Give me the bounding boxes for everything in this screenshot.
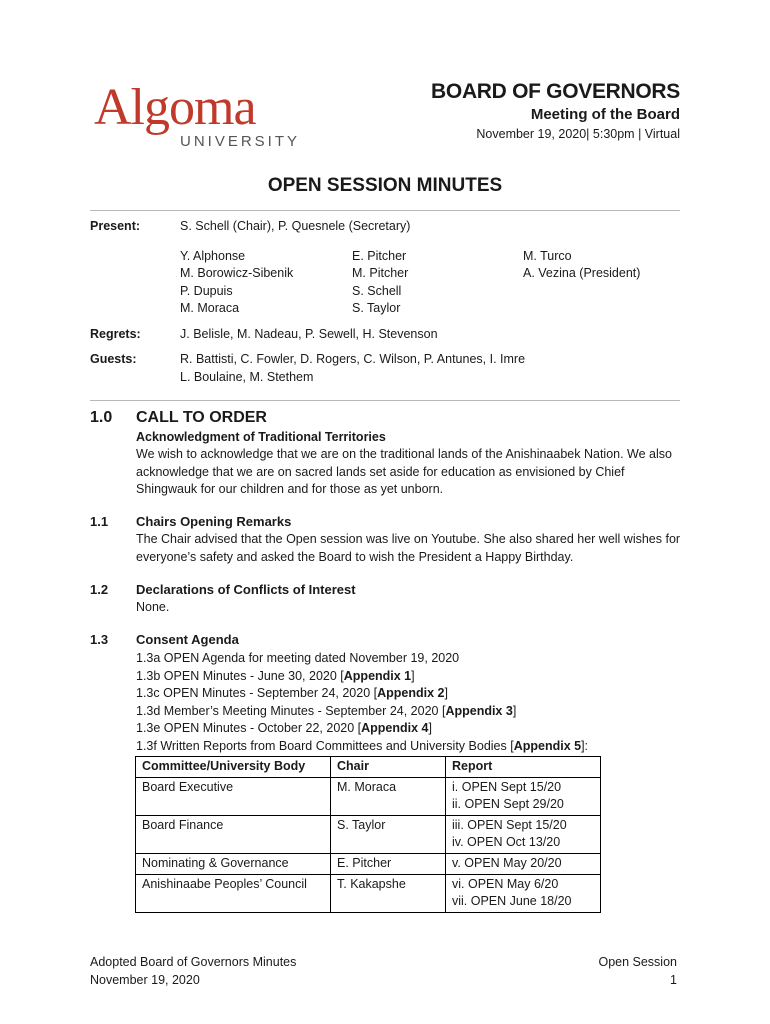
agenda-item: 1.3d Member’s Meeting Minutes - September 24, 2020 [Appendix 3] [136, 703, 517, 718]
footer-right [598, 953, 677, 989]
section-subtitle: Acknowledgment of Traditional Territories [136, 430, 386, 444]
regrets-label: Regrets: [90, 327, 141, 341]
reports-table [135, 756, 601, 913]
agenda-item: 1.3e OPEN Minutes - October 22, 2020 [Appendix 4] [136, 721, 432, 736]
present-line: S. Schell (Chair), P. Quesnele (Secretary) [180, 219, 411, 233]
section-number: 1.3 [90, 632, 109, 647]
present-name: S. Taylor [352, 301, 401, 316]
present-name: M. Moraca [180, 301, 240, 316]
table-cell-chair: S. Taylor [331, 815, 446, 853]
section-title: CALL TO ORDER [136, 409, 267, 426]
appendix-link: Appendix 3 [445, 703, 513, 718]
table-cell-body: Board Executive [136, 777, 331, 815]
section-title: Consent Agenda [136, 632, 239, 647]
guests-line-1: R. Battisti, C. Fowler, D. Rogers, C. Wilson, P. Antunes, I. Imre [180, 352, 526, 366]
table-cell-body: Board Finance [136, 815, 331, 853]
table-row [136, 874, 601, 912]
section-number: 1.1 [90, 514, 109, 529]
page-title: OPEN SESSION MINUTES [267, 175, 503, 196]
section-title: Declarations of Conflicts of Interest [136, 582, 356, 597]
present-label: Present: [90, 219, 141, 233]
section-title: Chairs Opening Remarks [136, 514, 292, 529]
present-column-1 [180, 248, 293, 318]
footer-session: Open Session [598, 955, 677, 969]
agenda-item: 1.3b OPEN Minutes - June 30, 2020 [Appendix 1] [136, 668, 415, 683]
table-cell-chair: M. Moraca [331, 777, 446, 815]
algoma-logo-university: UNIVERSITY [180, 133, 301, 150]
header-meeting-date: November 19, 2020| 5:30pm | Virtual [476, 127, 680, 141]
section-text: We wish to acknowledge that we are on the traditional lands of the Anishinaabek Nation. We also acknowledge that we are on sacred lands set aside for education as envisioned by Chief Shingwauk for our children and for those as yet unborn. [136, 447, 672, 497]
present-name: Y. Alphonse [180, 249, 246, 263]
table-row [136, 815, 601, 853]
table-cell-report: i. OPEN Sept 15/20 ii. OPEN Sept 29/20 [446, 777, 601, 815]
section-text: The Chair advised that the Open session was live on Youtube. She also shared her well wishes for everyone’s safety and asked the Board to wish the President a Happy Birthday. [136, 532, 681, 564]
table-cell-body: Nominating & Governance [136, 853, 331, 874]
consent-agenda-list [136, 650, 686, 756]
appendix-link: Appendix 2 [377, 686, 445, 701]
present-name: S. Schell [352, 283, 402, 298]
table-row [136, 853, 601, 874]
present-name: E. Pitcher [352, 249, 407, 263]
footer-document-name: Adopted Board of Governors Minutes [90, 955, 297, 969]
present-name: M. Borowicz-Sibenik [180, 266, 294, 281]
present-name: P. Dupuis [180, 283, 233, 298]
table-cell-report: vi. OPEN May 6/20 vii. OPEN June 18/20 [446, 874, 601, 912]
table-cell-report: iii. OPEN Sept 15/20 iv. OPEN Oct 13/20 [446, 815, 601, 853]
agenda-item: 1.3a OPEN Agenda for meeting dated November 19, 2020 [136, 651, 460, 665]
table-cell-chair: T. Kakapshe [331, 874, 446, 912]
appendix-link: Appendix 5 [513, 738, 582, 753]
present-column-3 [523, 248, 640, 283]
divider-top [90, 210, 680, 211]
section-text: None. [136, 600, 170, 614]
table-row [136, 777, 601, 815]
footer-date: November 19, 2020 [90, 973, 200, 987]
footer-left [90, 953, 296, 989]
table-header-cell: Committee/University Body [136, 757, 331, 778]
table-header-row [136, 757, 601, 778]
agenda-item: 1.3c OPEN Minutes - September 24, 2020 [Appendix 2] [136, 686, 448, 701]
header-board-title: BOARD OF GOVERNORS [431, 80, 680, 103]
appendix-link: Appendix 4 [361, 721, 429, 736]
table-cell-chair: E. Pitcher [331, 853, 446, 874]
table-header-cell: Report [446, 757, 601, 778]
regrets-line: J. Belisle, M. Nadeau, P. Sewell, H. Stevenson [180, 327, 438, 341]
appendix-link: Appendix 1 [343, 668, 412, 683]
page-number: 1 [670, 973, 677, 987]
guests-line-2: L. Boulaine, M. Stethem [180, 370, 314, 384]
table-cell-body: Anishinaabe Peoples’ Council [136, 874, 331, 912]
table-cell-report: v. OPEN May 20/20 [446, 853, 601, 874]
header-meeting-title: Meeting of the Board [530, 106, 680, 123]
table-header-cell: Chair [331, 757, 446, 778]
guests-label: Guests: [90, 352, 137, 366]
agenda-item: 1.3f Written Reports from Board Committees and University Bodies [Appendix 5]: [136, 738, 589, 753]
section-number: 1.0 [90, 409, 113, 426]
present-name: A. Vezina (President) [523, 266, 641, 281]
present-name: M. Turco [523, 249, 572, 263]
present-column-2 [352, 248, 408, 318]
algoma-logo-wordmark: Algoma [94, 79, 256, 136]
present-name: M. Pitcher [352, 266, 409, 281]
divider-middle [90, 400, 680, 401]
section-number: 1.2 [90, 582, 109, 597]
